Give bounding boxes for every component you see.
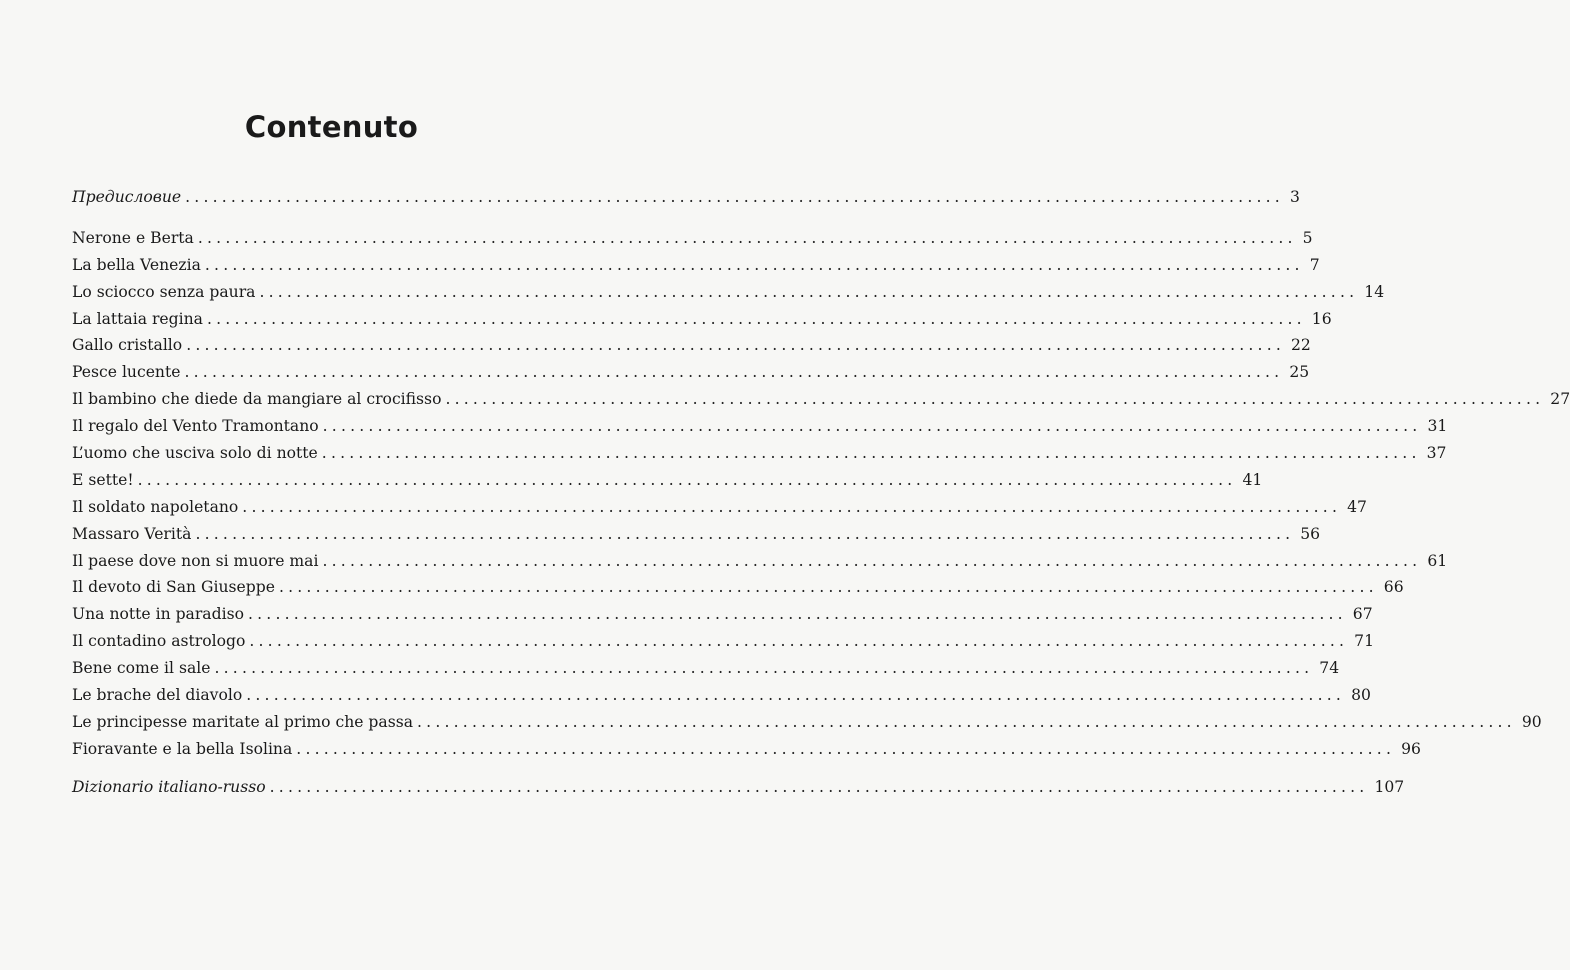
toc-entry-title: Gallo cristallo bbox=[72, 336, 183, 355]
dot-leader: ........................................................................................................................ bbox=[322, 551, 1422, 570]
toc-entry bbox=[72, 574, 1404, 601]
dot-leader: ........................................................................................................................ bbox=[242, 497, 1342, 516]
toc-entry bbox=[72, 184, 1300, 211]
toc-entry-page: 16 bbox=[1311, 309, 1332, 328]
toc-entry-title: Il paese dove non si muore mai bbox=[72, 551, 319, 570]
dot-leader: ........................................................................................................................ bbox=[247, 605, 1347, 624]
toc-entry-page: 80 bbox=[1351, 686, 1371, 705]
toc-entry bbox=[72, 306, 1332, 333]
toc-entry-title: Bene come il sale bbox=[72, 659, 211, 678]
toc-entry bbox=[72, 467, 1263, 494]
toc-entry-title: Le principesse maritate al primo che passa bbox=[72, 712, 414, 731]
toc-entry-page: 27 bbox=[1550, 390, 1570, 409]
toc-entry-title: E sette! bbox=[72, 470, 134, 489]
toc-entry-page: 37 bbox=[1426, 444, 1447, 463]
toc-entry-page: 3 bbox=[1289, 188, 1300, 206]
toc-entry-page: 14 bbox=[1364, 282, 1385, 301]
dot-leader: ........................................................................................................................ bbox=[259, 282, 1359, 301]
toc-entry bbox=[72, 709, 1542, 736]
toc-entry-page: 61 bbox=[1427, 551, 1448, 570]
toc-entry-title: Il soldato napoletano bbox=[72, 497, 239, 516]
dot-leader: ........................................................................................................................ bbox=[197, 228, 1297, 247]
toc-entry-title: La lattaia regina bbox=[72, 309, 203, 328]
dot-leader: ........................................................................................................................ bbox=[185, 188, 1284, 206]
toc-entry-title: Le brache del diavolo bbox=[72, 686, 243, 705]
toc-entry-page: 31 bbox=[1427, 417, 1448, 436]
toc-entry bbox=[72, 225, 1313, 252]
toc-entry-title: La bella Venezia bbox=[72, 255, 201, 274]
toc-entry-page: 74 bbox=[1319, 659, 1340, 678]
toc-entry-page: 90 bbox=[1521, 712, 1542, 731]
table-of-contents bbox=[72, 184, 1570, 801]
dot-leader: ........................................................................................................................ bbox=[322, 417, 1422, 436]
toc-entry bbox=[72, 548, 1448, 575]
toc-entry-page: 25 bbox=[1289, 363, 1310, 382]
toc-entry-page: 41 bbox=[1242, 470, 1263, 489]
toc-entry-title: Dizionario italiano-russo bbox=[72, 777, 266, 796]
toc-entry bbox=[72, 521, 1321, 548]
toc-entry-page: 56 bbox=[1300, 524, 1321, 543]
dot-leader: ........................................................................................................................ bbox=[296, 739, 1396, 758]
dot-leader: ........................................................................................................................ bbox=[195, 524, 1295, 543]
toc-entry bbox=[72, 413, 1448, 440]
toc-entry bbox=[72, 440, 1447, 467]
toc-entry-page: 47 bbox=[1347, 497, 1367, 516]
toc-entry-page: 7 bbox=[1309, 255, 1320, 274]
toc-entry-page: 5 bbox=[1302, 228, 1313, 247]
dot-leader: ........................................................................................................................ bbox=[137, 470, 1237, 489]
toc-entry bbox=[72, 252, 1320, 279]
toc-entry-title: L’uomo che usciva solo di notte bbox=[72, 444, 318, 463]
toc-entry-title: Il regalo del Vento Tramontano bbox=[72, 417, 319, 436]
toc-entry bbox=[72, 386, 1570, 413]
toc-entry-title: Il devoto di San Giuseppe bbox=[72, 578, 275, 597]
dot-leader: ........................................................................................................................ bbox=[204, 255, 1304, 274]
toc-entry-title: Pesce lucente bbox=[72, 363, 181, 382]
toc-entry-page: 96 bbox=[1401, 739, 1421, 758]
dot-leader: ........................................................................................................................ bbox=[269, 777, 1369, 796]
toc-entry-page: 22 bbox=[1291, 336, 1311, 355]
toc-entry-title: Il bambino che diede da mangiare al crocifisso bbox=[72, 390, 442, 409]
dot-leader: ........................................................................................................................ bbox=[246, 686, 1346, 705]
toc-entry-page: 71 bbox=[1354, 632, 1375, 651]
dot-leader: ........................................................................................................................ bbox=[206, 309, 1306, 328]
toc-entry bbox=[72, 601, 1373, 628]
dot-leader: ........................................................................................................................ bbox=[321, 444, 1421, 463]
dot-leader: ........................................................................................................................ bbox=[278, 578, 1378, 597]
dot-leader: ........................................................................................................................ bbox=[186, 336, 1286, 355]
toc-entry bbox=[72, 279, 1385, 306]
toc-entry-title: Предисловие bbox=[72, 188, 182, 206]
toc-entry bbox=[72, 494, 1367, 521]
toc-entry bbox=[72, 682, 1371, 709]
dot-leader: ........................................................................................................................ bbox=[249, 632, 1349, 651]
toc-entry-title: Nerone e Berta bbox=[72, 228, 194, 247]
toc-entry bbox=[72, 332, 1311, 359]
toc-entry-title: Massaro Verità bbox=[72, 524, 192, 543]
toc-entry-page: 67 bbox=[1352, 605, 1373, 624]
toc-entry-page: 107 bbox=[1374, 777, 1405, 796]
page-title: Contenuto bbox=[244, 110, 419, 144]
toc-entry bbox=[72, 359, 1310, 386]
toc-entry-title: Lo sciocco senza paura bbox=[72, 282, 256, 301]
dot-leader: ........................................................................................................................ bbox=[184, 363, 1284, 382]
toc-entry bbox=[72, 655, 1340, 682]
dot-leader: ........................................................................................................................ bbox=[214, 659, 1314, 678]
toc-entry bbox=[72, 774, 1405, 801]
toc-entry-page: 66 bbox=[1383, 578, 1404, 597]
dot-leader: ........................................................................................................................ bbox=[417, 712, 1516, 731]
toc-entry bbox=[72, 628, 1375, 655]
toc-entry-title: Una notte in paradiso bbox=[72, 605, 244, 624]
toc-entry bbox=[72, 736, 1421, 763]
toc-entry-title: Fioravante e la bella Isolina bbox=[72, 739, 293, 758]
dot-leader: ........................................................................................................................ bbox=[445, 390, 1545, 409]
toc-entry-title: Il contadino astrologo bbox=[72, 632, 246, 651]
